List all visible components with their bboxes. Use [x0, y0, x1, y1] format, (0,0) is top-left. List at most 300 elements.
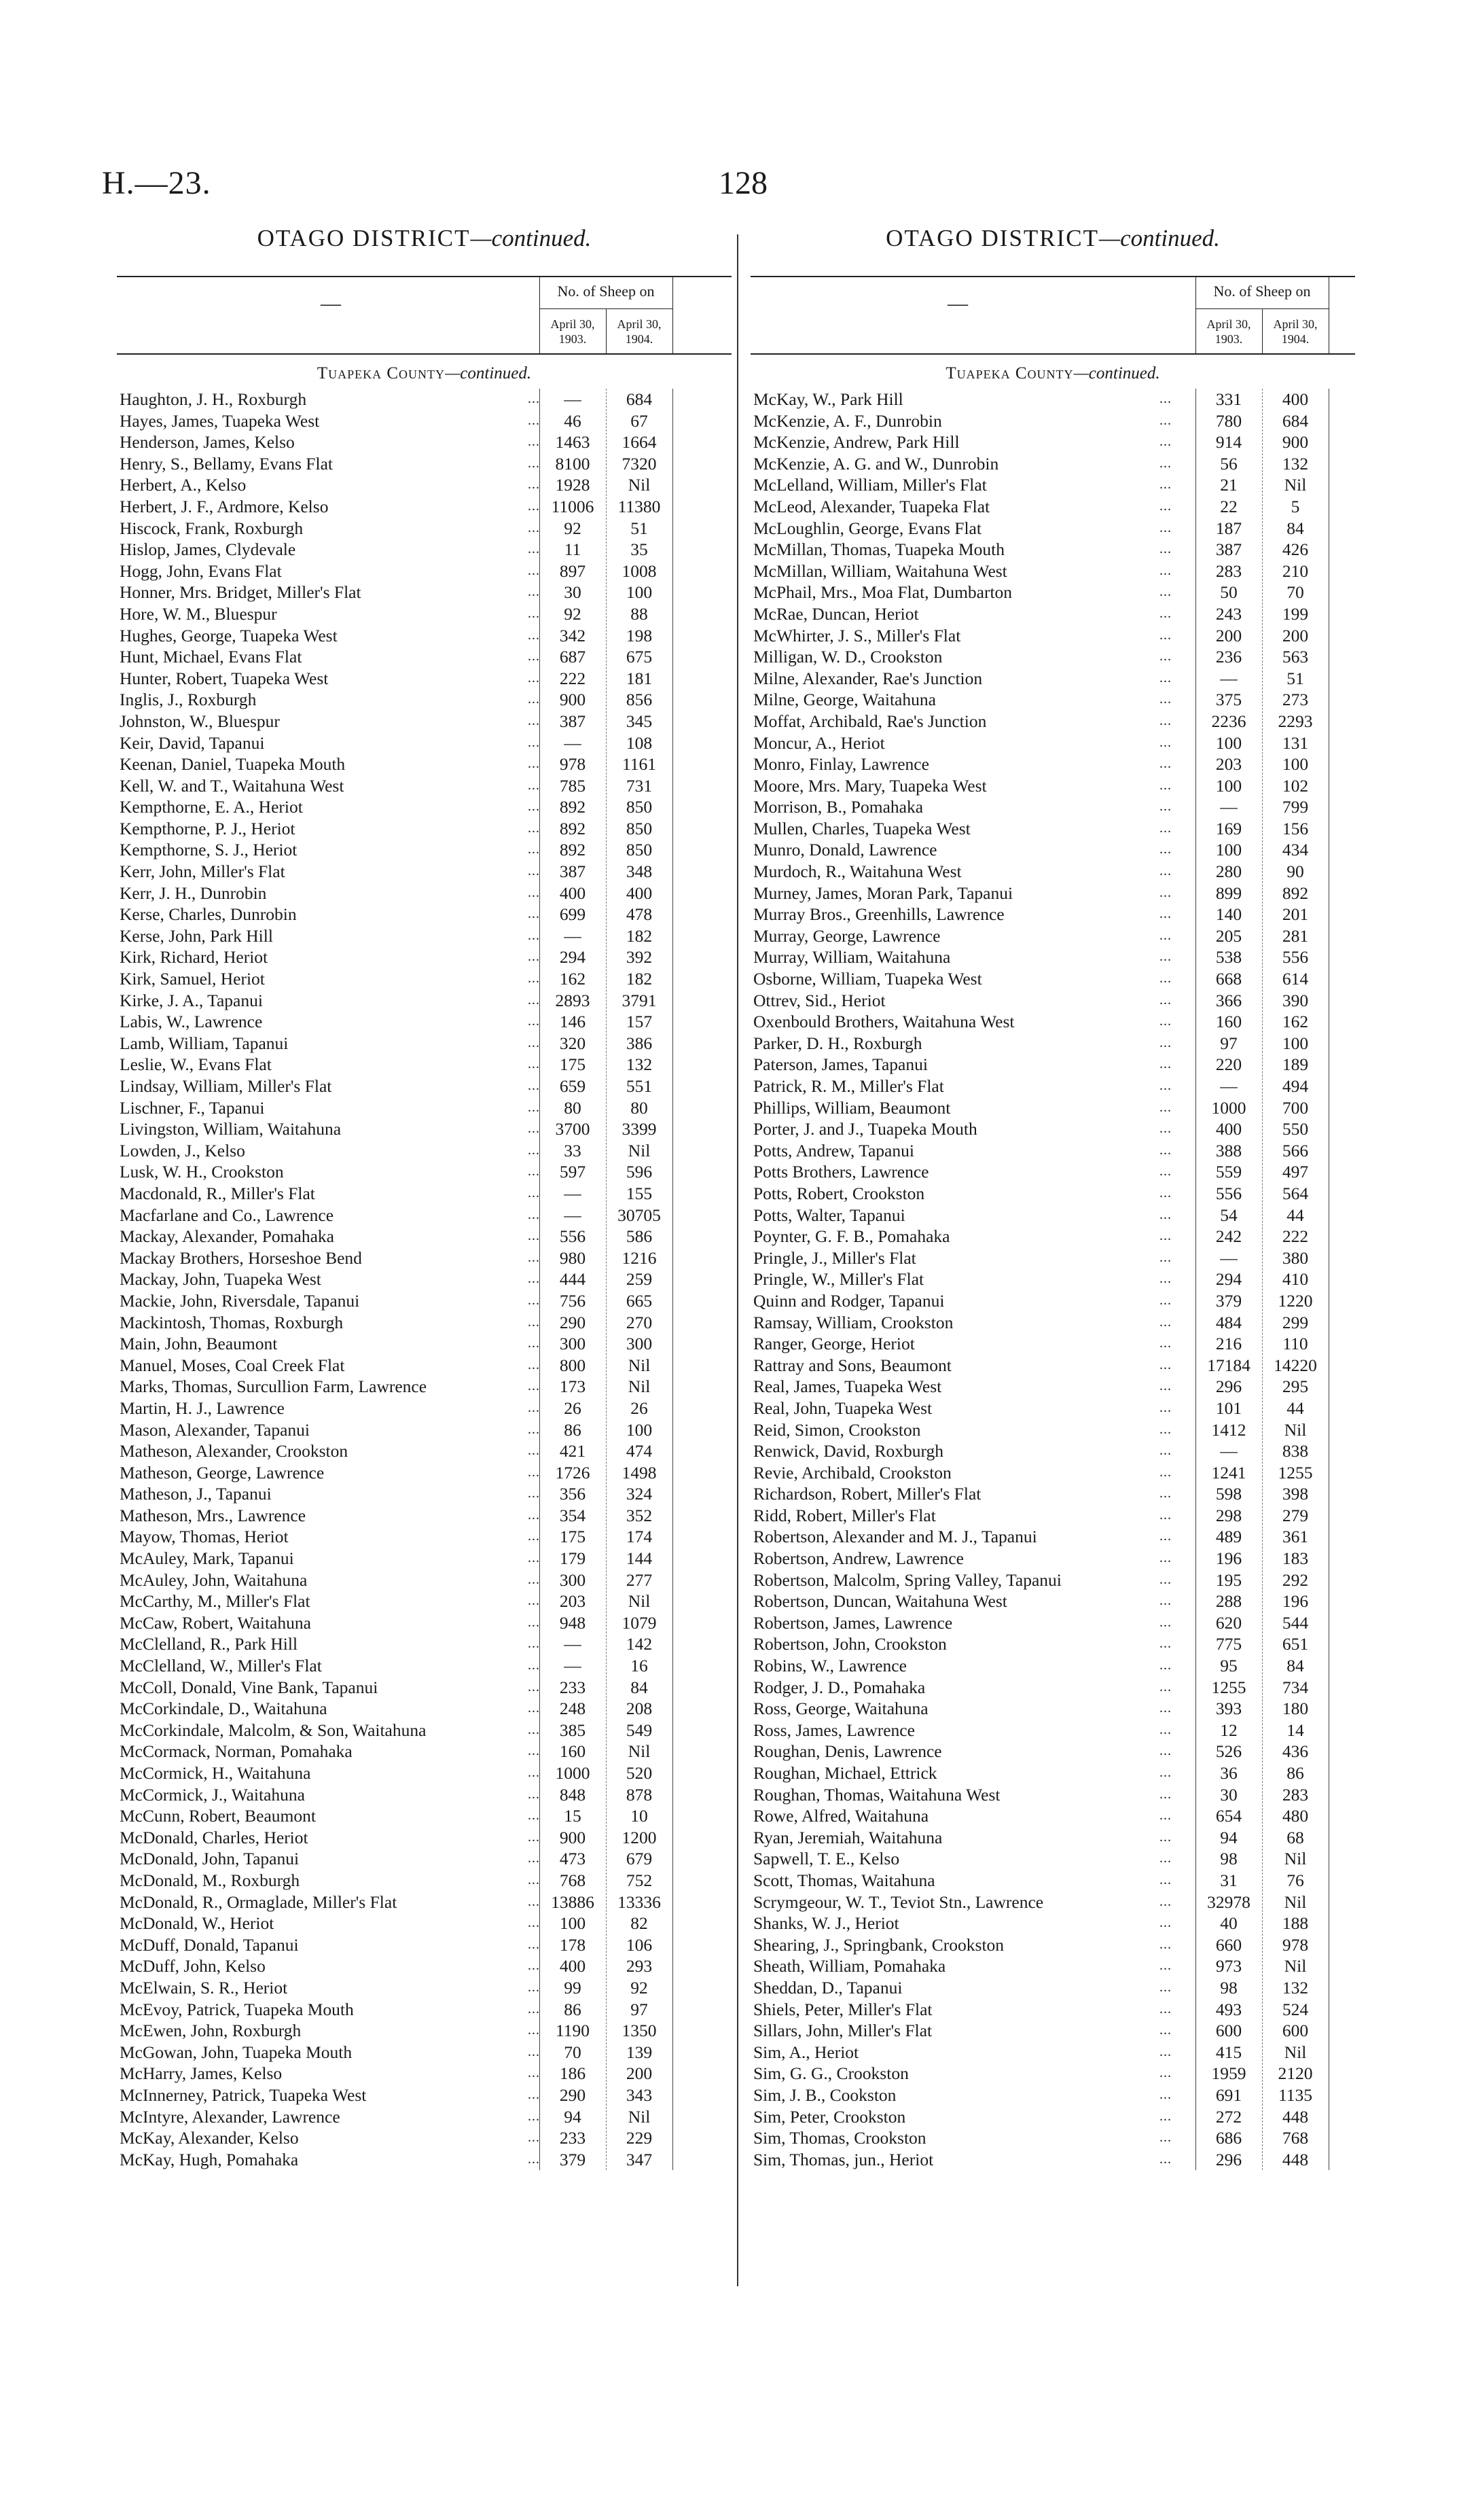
leader-dots: ... — [1159, 1872, 1172, 1887]
sheep-count-1904: 520 — [626, 1763, 653, 1783]
sheep-count-1903: 897 — [559, 561, 586, 581]
district-title-text: OTAGO DISTRICT — [886, 225, 1100, 251]
table-row — [751, 1677, 1355, 1699]
sheep-count-1903: 1241 — [1211, 1462, 1246, 1483]
leader-dots: ... — [528, 1486, 540, 1502]
sheep-count-1903: 780 — [1215, 410, 1242, 431]
leader-dots: ... — [528, 1400, 540, 1415]
leader-dots: ... — [528, 1507, 540, 1523]
sheep-count-1904: 361 — [1282, 1527, 1309, 1547]
owner-name: Inglis, J., Roxburgh — [120, 690, 257, 710]
sheep-count-1903: 342 — [559, 625, 586, 645]
owner-name: Hiscock, Frank, Roxburgh — [120, 518, 304, 538]
table-row — [751, 1762, 1355, 1784]
leader-dots: ... — [1159, 1486, 1172, 1502]
owner-name: Henderson, James, Kelso — [120, 432, 295, 452]
sheep-count-1904: 100 — [626, 1419, 653, 1440]
table-row — [117, 904, 732, 925]
leader-dots: ... — [528, 605, 540, 621]
leader-dots: ... — [528, 649, 540, 664]
leader-dots: ... — [1159, 1014, 1172, 1029]
owner-name: Martin, H. J., Lawrence — [120, 1398, 285, 1418]
sheep-count-1904: Nil — [1284, 1892, 1307, 1912]
sheep-count-1903: — — [564, 732, 581, 753]
table-row — [751, 1870, 1355, 1892]
column-divider — [737, 234, 738, 2286]
table-row — [751, 1698, 1355, 1720]
owner-name: Robins, W., Lawrence — [753, 1656, 907, 1676]
sheep-count-1904: 731 — [626, 775, 653, 796]
sheep-count-1904: 82 — [630, 1913, 648, 1934]
table-row — [751, 990, 1355, 1012]
sheep-count-1904: Nil — [628, 475, 651, 495]
table-row — [117, 1076, 732, 1097]
owner-name: Shearing, J., Springbank, Crookston — [753, 1934, 1005, 1955]
table-row — [751, 1033, 1355, 1054]
sheep-count-1903: 900 — [559, 1827, 586, 1847]
table-row — [751, 1934, 1355, 1956]
table-row — [117, 1011, 732, 1033]
owner-name: McElwain, S. R., Heriot — [120, 1977, 288, 1998]
owner-name: Patrick, R. M., Miller's Flat — [753, 1076, 944, 1096]
sheep-count-1903: 387 — [1215, 539, 1242, 560]
year-1904-header: April 30, 1904. — [617, 317, 662, 346]
owner-name: Sillars, John, Miller's Flat — [753, 2021, 933, 2041]
leader-dots: ... — [528, 1529, 540, 1544]
sheep-count-1903: 1463 — [555, 432, 590, 452]
leader-dots: ... — [528, 906, 540, 922]
owner-name: McIntyre, Alexander, Lawrence — [120, 2106, 340, 2127]
owner-name: Kerse, Charles, Dunrobin — [120, 904, 297, 925]
sheep-count-1904: 448 — [1282, 2149, 1309, 2169]
sheep-count-1903: 1000 — [1211, 1097, 1246, 1118]
sheep-count-1904: 132 — [1282, 1977, 1309, 1998]
table-row — [117, 1955, 732, 1977]
table-row — [117, 1913, 732, 1934]
owner-name: McLoughlin, George, Evans Flat — [753, 518, 982, 538]
leader-dots: ... — [1159, 799, 1172, 815]
table-body — [117, 389, 732, 2170]
table-row — [751, 711, 1355, 732]
sheep-count-1904: Nil — [1284, 475, 1307, 495]
sheep-count-1904: 108 — [626, 732, 653, 753]
sheep-header: No. of Sheep on — [1213, 283, 1311, 300]
leader-dots: ... — [1159, 1529, 1172, 1544]
table-row — [751, 1569, 1355, 1591]
owner-name: Pringle, W., Miller's Flat — [753, 1269, 924, 1290]
sheep-count-1903: — — [1220, 1076, 1238, 1096]
sheep-count-1904: 293 — [626, 1956, 653, 1976]
sheep-count-1903: — — [564, 925, 581, 946]
table-row — [751, 1011, 1355, 1033]
sheep-count-1904: 7320 — [622, 453, 657, 474]
sheep-count-1904: 110 — [1282, 1334, 1308, 1354]
owner-name: Potts, Walter, Tapanui — [753, 1205, 905, 1225]
sheep-count-1903: 162 — [559, 969, 586, 989]
sheep-count-1903: 56 — [1220, 453, 1238, 474]
table-row — [117, 1698, 732, 1720]
owner-name: Ramsay, William, Crookston — [753, 1312, 954, 1332]
owner-name: McLeod, Alexander, Tuapeka Flat — [753, 496, 990, 516]
table-row — [751, 1419, 1355, 1441]
sheep-count-1903: 559 — [1215, 1162, 1242, 1182]
leader-dots: ... — [1159, 434, 1172, 450]
sheep-count-1904: 850 — [626, 818, 653, 838]
owner-name: Paterson, James, Tapanui — [753, 1054, 928, 1075]
owner-name: Renwick, David, Roxburgh — [753, 1441, 944, 1461]
owner-name: Matheson, J., Tapanui — [120, 1484, 272, 1504]
sheep-count-1903: 50 — [1220, 582, 1238, 603]
sheep-count-1903: 288 — [1215, 1591, 1242, 1612]
owner-name: McAuley, John, Waitahuna — [120, 1569, 308, 1590]
owner-name: Ryan, Jeremiah, Waitahuna — [753, 1827, 943, 1847]
owner-name: Morrison, B., Pomahaka — [753, 797, 924, 817]
sheep-count-1904: 182 — [626, 969, 653, 989]
sheep-count-1904: Nil — [1284, 1419, 1307, 1440]
leader-dots: ... — [1159, 1808, 1172, 1824]
sheep-count-1904: 106 — [626, 1934, 653, 1955]
table-row — [751, 1226, 1355, 1247]
sheep-count-1903: 160 — [1215, 1012, 1242, 1032]
table-row — [751, 732, 1355, 754]
sheep-count-1904: 174 — [626, 1527, 653, 1547]
sheep-count-1903: 598 — [1215, 1484, 1242, 1504]
table-row — [751, 1999, 1355, 2021]
sheep-count-1903: 980 — [559, 1247, 586, 1268]
sheep-count-1904: 44 — [1286, 1205, 1304, 1225]
owner-name: Keenan, Daniel, Tuapeka Mouth — [120, 754, 346, 775]
leader-dots: ... — [528, 713, 540, 728]
sheep-count-1904: 684 — [626, 389, 653, 409]
leader-dots: ... — [528, 1228, 540, 1244]
sheep-count-1903: 290 — [559, 1312, 586, 1332]
sheep-count-1903: 388 — [1215, 1140, 1242, 1160]
leader-dots: ... — [1159, 713, 1172, 728]
table-row — [117, 990, 732, 1012]
leader-dots: ... — [528, 1185, 540, 1201]
sheep-count-1903: 298 — [1215, 1505, 1242, 1525]
sheep-count-1903: 379 — [1215, 1290, 1242, 1311]
owner-name: McCaw, Robert, Waitahuna — [120, 1612, 311, 1633]
sheep-count-1903: 356 — [559, 1484, 586, 1504]
sheep-count-1903: 1412 — [1211, 1419, 1246, 1440]
owner-name: Roughan, Denis, Lawrence — [753, 1741, 942, 1762]
table-row — [117, 1312, 732, 1334]
table-row — [751, 2063, 1355, 2084]
table-row — [117, 968, 732, 990]
owner-name: Manuel, Moses, Coal Creek Flat — [120, 1355, 345, 1375]
leader-dots: ... — [1159, 1550, 1172, 1566]
leader-dots: ... — [528, 1379, 540, 1394]
owner-name: Pringle, J., Miller's Flat — [753, 1247, 916, 1268]
sheep-count-1904: 1255 — [1278, 1462, 1313, 1483]
sheep-count-1904: 838 — [1282, 1441, 1309, 1461]
leader-dots: ... — [1159, 1743, 1172, 1759]
sheep-count-1903: 668 — [1215, 969, 1242, 989]
sheep-count-1904: 51 — [630, 518, 648, 538]
leader-dots: ... — [528, 1614, 540, 1630]
table-row — [751, 925, 1355, 947]
leader-dots: ... — [1159, 1228, 1172, 1244]
sheep-count-1903: 178 — [559, 1934, 586, 1955]
sheep-count-1903: 800 — [559, 1355, 586, 1375]
county-name: Tuapeka County — [946, 364, 1074, 383]
sheep-count-1903: — — [564, 389, 581, 409]
leader-dots: ... — [1159, 1507, 1172, 1523]
leader-dots: ... — [1159, 1936, 1172, 1952]
owner-name: Milne, Alexander, Rae's Junction — [753, 668, 983, 688]
county-heading — [751, 359, 1355, 389]
table-row — [117, 1870, 732, 1892]
table-row — [751, 496, 1355, 518]
sheep-count-1903: 387 — [559, 711, 586, 731]
sheep-count-1903: 175 — [559, 1054, 586, 1075]
leader-dots: ... — [1159, 1614, 1172, 1630]
leader-dots: ... — [528, 563, 540, 578]
owner-name: Labis, W., Lawrence — [120, 1012, 263, 1032]
owner-name: Robertson, John, Crookston — [753, 1634, 947, 1654]
sheep-count-1903: 205 — [1215, 925, 1242, 946]
leader-dots: ... — [528, 927, 540, 943]
sheep-count-1904: 76 — [1286, 1870, 1304, 1890]
leader-dots: ... — [528, 2108, 540, 2124]
owner-name: Ross, James, Lawrence — [753, 1720, 915, 1740]
table-row — [751, 1526, 1355, 1548]
table-row — [751, 1483, 1355, 1505]
table-row — [117, 1977, 732, 1999]
table-row — [117, 1268, 732, 1290]
table-row — [751, 883, 1355, 904]
sheep-count-1903: 100 — [559, 1913, 586, 1934]
sheep-header: No. of Sheep on — [557, 283, 655, 300]
sheep-count-1904: 13336 — [617, 1892, 661, 1912]
leader-dots: ... — [1159, 1271, 1172, 1287]
leader-dots: ... — [1159, 542, 1172, 557]
sheep-count-1904: Nil — [628, 1591, 651, 1612]
year-1904-header: April 30, 1904. — [1273, 317, 1318, 346]
table-row — [751, 1183, 1355, 1205]
owner-name: Kell, W. and T., Waitahuna West — [120, 775, 344, 796]
sheep-count-1904: 400 — [1282, 389, 1309, 409]
table-row — [751, 539, 1355, 561]
year-1903-header: April 30, 1903. — [550, 317, 595, 346]
table-row — [117, 518, 732, 539]
sheep-count-1904: 494 — [1282, 1076, 1309, 1096]
owner-name: Lowden, J., Kelso — [120, 1140, 245, 1160]
table-row — [117, 1784, 732, 1806]
table-row — [751, 646, 1355, 668]
sheep-count-1904: 132 — [626, 1054, 653, 1075]
leader-dots: ... — [528, 842, 540, 857]
sheep-count-1904: 210 — [1282, 561, 1309, 581]
sheep-count-1904: 600 — [1282, 2021, 1309, 2041]
sheep-count-1904: 188 — [1282, 1913, 1309, 1934]
leader-dots: ... — [1159, 777, 1172, 793]
sheep-count-1903: 296 — [1215, 1377, 1242, 1397]
owner-name: Real, John, Tuapeka West — [753, 1398, 933, 1418]
owner-name: Honner, Mrs. Bridget, Miller's Flat — [120, 582, 361, 603]
table-row — [751, 1655, 1355, 1677]
sheep-count-1903: 3700 — [555, 1119, 590, 1139]
sheep-count-1904: 222 — [1282, 1226, 1309, 1247]
sheep-count-1903: 290 — [559, 2084, 586, 2105]
sheep-count-1903: 1726 — [555, 1462, 590, 1483]
leader-dots: ... — [528, 2087, 540, 2102]
table-row — [751, 2127, 1355, 2149]
sheep-count-1903: 216 — [1215, 1334, 1242, 1354]
table-row — [751, 1505, 1355, 1527]
sheep-count-1903: 22 — [1220, 496, 1238, 516]
owner-name: Sim, Thomas, Crookston — [753, 2128, 926, 2148]
sheep-count-1903: 775 — [1215, 1634, 1242, 1654]
left-column — [117, 223, 732, 2170]
owner-name: McCormick, H., Waitahuna — [120, 1763, 311, 1783]
sheep-count-1904: 16 — [630, 1656, 648, 1676]
leader-dots: ... — [528, 1936, 540, 1952]
table-row — [117, 1118, 732, 1140]
owner-name: Sim, A., Heriot — [753, 2042, 859, 2062]
table-row — [117, 1205, 732, 1226]
table-row — [751, 1591, 1355, 1612]
sheep-count-1904: 324 — [626, 1484, 653, 1504]
leader-dots: ... — [1159, 1894, 1172, 1909]
table-row — [751, 861, 1355, 883]
sheep-count-1903: 46 — [564, 410, 581, 431]
sheep-count-1904: 26 — [630, 1398, 648, 1418]
owner-name: Scott, Thomas, Waitahuna — [753, 1870, 935, 1890]
leader-dots: ... — [1159, 1722, 1172, 1737]
leader-dots: ... — [1159, 734, 1172, 750]
table-row — [751, 1290, 1355, 1312]
sheep-count-1903: 1000 — [555, 1763, 590, 1783]
sheep-count-1904: 100 — [1282, 754, 1309, 775]
leader-dots: ... — [528, 949, 540, 965]
leader-dots: ... — [1159, 971, 1172, 987]
sheep-count-1903: 1928 — [555, 475, 590, 495]
sheep-count-1903: 600 — [1215, 2021, 1242, 2041]
sheep-count-1903: — — [564, 1183, 581, 1203]
sheep-count-1904: 390 — [1282, 990, 1309, 1010]
sheep-count-1904: 279 — [1282, 1505, 1309, 1525]
sheep-count-1903: 243 — [1215, 603, 1242, 624]
owner-name: Kerse, John, Park Hill — [120, 925, 273, 946]
sheep-count-1904: 448 — [1282, 2106, 1309, 2127]
leader-dots: ... — [528, 820, 540, 836]
table-row — [117, 1612, 732, 1634]
leader-dots: ... — [528, 971, 540, 987]
name-column-header: — — [321, 292, 341, 315]
header-rule — [1195, 308, 1329, 309]
table-row — [117, 732, 732, 754]
sheep-count-1903: 899 — [1215, 883, 1242, 903]
owner-name: McKay, Alexander, Kelso — [120, 2128, 299, 2148]
table-row — [117, 925, 732, 947]
owner-name: McEvoy, Patrick, Tuapeka Mouth — [120, 1999, 354, 2019]
sheep-count-1903: 366 — [1215, 990, 1242, 1010]
sheep-count-1904: 229 — [626, 2128, 653, 2148]
sheep-count-1904: 14220 — [1274, 1355, 1317, 1375]
leader-dots: ... — [1159, 1829, 1172, 1845]
table-row — [117, 1848, 732, 1870]
table-row — [117, 668, 732, 690]
leader-dots: ... — [1159, 477, 1172, 493]
sheep-count-1903: 11 — [564, 539, 581, 560]
report-code: H.—23. — [102, 165, 211, 201]
table-row — [117, 603, 732, 625]
leader-dots: ... — [1159, 1078, 1172, 1093]
owner-name: Hislop, James, Clydevale — [120, 539, 296, 560]
sheep-count-1904: 564 — [1282, 1183, 1309, 1203]
owner-name: Kempthorne, E. A., Heriot — [120, 797, 303, 817]
leader-dots: ... — [1159, 1958, 1172, 1974]
sheep-count-1903: 98 — [1220, 1849, 1238, 1869]
leader-dots: ... — [1159, 842, 1172, 857]
sheep-count-1904: 292 — [1282, 1569, 1309, 1590]
sheep-count-1904: 596 — [626, 1162, 653, 1182]
table-row — [117, 1333, 732, 1355]
sheep-count-1903: 415 — [1215, 2042, 1242, 2062]
table-row — [751, 2106, 1355, 2128]
sheep-count-1904: 878 — [626, 1784, 653, 1805]
sheep-count-1904: Nil — [1284, 1849, 1307, 1869]
sheep-count-1904: 11380 — [617, 496, 661, 516]
leader-dots: ... — [1159, 1292, 1172, 1308]
leader-dots: ... — [528, 1572, 540, 1587]
sheep-count-1904: 208 — [626, 1699, 653, 1719]
sheep-count-1903: 296 — [1215, 2149, 1242, 2169]
sheep-count-1904: 142 — [626, 1634, 653, 1654]
owner-name: Robertson, Duncan, Waitahuna West — [753, 1591, 1007, 1612]
owner-name: Kempthorne, P. J., Heriot — [120, 818, 295, 838]
leader-dots: ... — [1159, 1851, 1172, 1866]
leader-dots: ... — [528, 1958, 540, 1974]
sheep-count-1903: 320 — [559, 1033, 586, 1053]
owner-name: Monro, Finlay, Lawrence — [753, 754, 929, 775]
owner-name: Munro, Donald, Lawrence — [753, 840, 937, 860]
leader-dots: ... — [1159, 1464, 1172, 1480]
owner-name: Sapwell, T. E., Kelso — [753, 1849, 900, 1869]
table-row — [117, 883, 732, 904]
sheep-count-1903: 200 — [1215, 625, 1242, 645]
owner-name: Hogg, John, Evans Flat — [120, 561, 282, 581]
owner-name: Moore, Mrs. Mary, Tuapeka West — [753, 775, 987, 796]
table-row — [751, 603, 1355, 625]
sheep-count-1904: 551 — [626, 1076, 653, 1096]
sheep-count-1904: 199 — [1282, 603, 1309, 624]
sheep-count-1904: 189 — [1282, 1054, 1309, 1075]
owner-name: Mackay, Alexander, Pomahaka — [120, 1226, 334, 1247]
leader-dots: ... — [1159, 605, 1172, 621]
sheep-count-1903: 21 — [1220, 475, 1238, 495]
table-row — [117, 1290, 732, 1312]
sheep-count-1904: 84 — [630, 1677, 648, 1697]
sheep-count-1903: 92 — [564, 518, 581, 538]
owner-name: Sim, G. G., Crookston — [753, 2063, 909, 2084]
owner-name: Roughan, Michael, Ettrick — [753, 1763, 937, 1783]
sheep-count-1903: — — [564, 1656, 581, 1676]
district-title-text: OTAGO DISTRICT — [257, 225, 471, 251]
sheep-count-1903: 94 — [1220, 1827, 1238, 1847]
sheep-count-1903: 660 — [1215, 1934, 1242, 1955]
sheep-count-1904: 5 — [1291, 496, 1300, 516]
sheep-count-1903: 222 — [559, 668, 586, 688]
sheep-count-1904: 480 — [1282, 1806, 1309, 1826]
leader-dots: ... — [528, 1078, 540, 1093]
owner-name: Porter, J. and J., Tuapeka Mouth — [753, 1119, 977, 1139]
table-row — [117, 1762, 732, 1784]
sheep-count-1903: 654 — [1215, 1806, 1242, 1826]
sheep-count-1903: — — [1220, 668, 1238, 688]
